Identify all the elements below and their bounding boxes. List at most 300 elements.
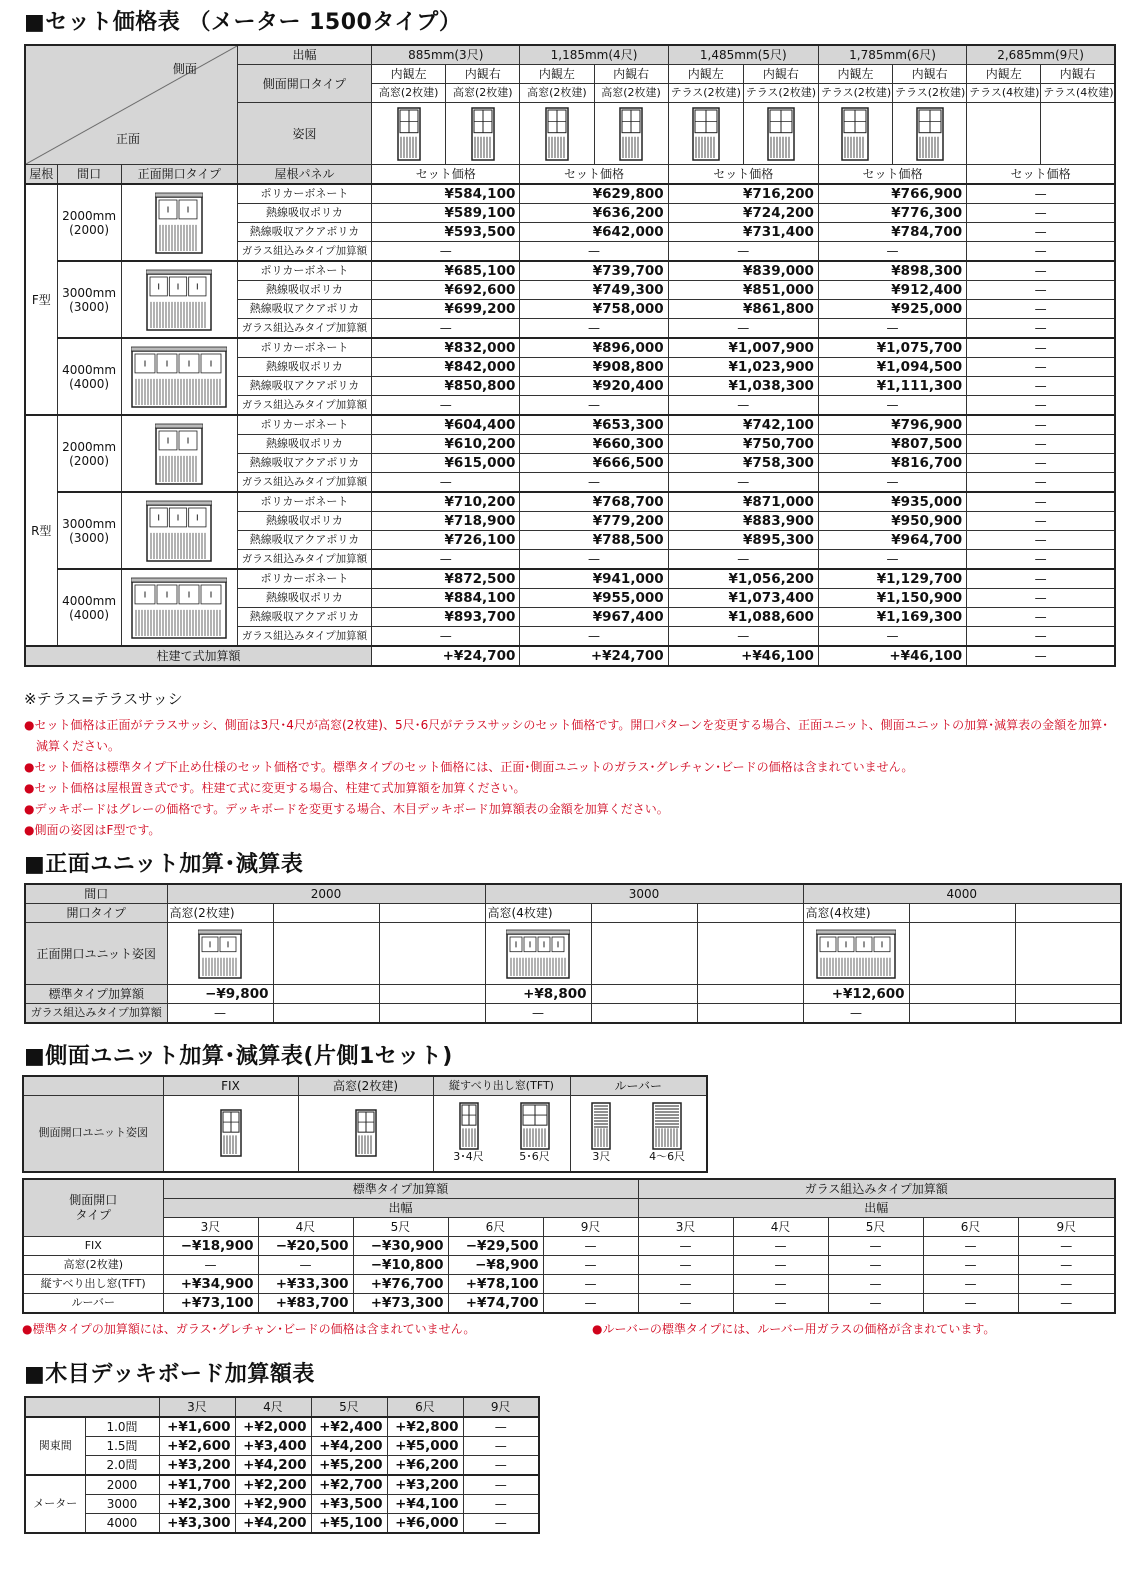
price-cell: — bbox=[668, 550, 818, 570]
front-header-label: 正面 bbox=[116, 132, 141, 146]
side-figure-cell bbox=[520, 103, 594, 165]
width-size-header: 9尺 bbox=[1018, 1218, 1115, 1237]
price-cell: — bbox=[543, 1237, 638, 1256]
price-cell: — bbox=[733, 1256, 828, 1275]
price-cell: +¥34,900 bbox=[163, 1275, 258, 1294]
set-price-header: セット価格 bbox=[520, 165, 668, 185]
side-door-icon bbox=[767, 107, 795, 161]
price-cell: ¥710,200 bbox=[372, 492, 520, 512]
price-cell: ¥883,900 bbox=[668, 512, 818, 531]
price-cell: — bbox=[818, 550, 966, 570]
empty-cell bbox=[379, 923, 485, 985]
price-cell: — bbox=[818, 319, 966, 339]
width-size-header: 5尺 bbox=[311, 1397, 387, 1417]
view-right-label: 内観右 bbox=[446, 65, 520, 84]
roof-panel-label: ガラス組込みタイプ加算額 bbox=[237, 396, 371, 416]
set-price-heading: ■セット価格表 （メーター 1500タイプ） bbox=[24, 10, 462, 35]
post-price-cell: +¥46,100 bbox=[818, 646, 966, 666]
side-type-header: FIX bbox=[163, 1076, 298, 1096]
roof-panel-label: ガラス組込みタイプ加算額 bbox=[237, 627, 371, 647]
table-row bbox=[25, 904, 1121, 923]
side-figure-item bbox=[453, 1102, 484, 1164]
side-unit-heading: ■側面ユニット加算･減算表(片側1セット) bbox=[24, 1044, 453, 1069]
set-price-note: 減算ください。 bbox=[36, 739, 121, 753]
set-price-note: ●デッキボードはグレーの価格です。デッキボードを変更する場合、木目デッキボード加算額表の金額を加算ください。 bbox=[24, 802, 669, 816]
price-cell: ¥807,500 bbox=[818, 435, 966, 454]
price-cell: — bbox=[463, 1456, 539, 1476]
price-cell: ¥642,000 bbox=[520, 223, 668, 242]
side-figure-caption: 4〜6尺 bbox=[649, 1150, 686, 1164]
panel-header: 屋根パネル bbox=[237, 165, 371, 185]
price-cell: — bbox=[967, 531, 1115, 550]
price-cell: ¥776,300 bbox=[818, 204, 966, 223]
price-cell: — bbox=[543, 1275, 638, 1294]
price-cell: — bbox=[967, 204, 1115, 223]
table-row bbox=[25, 261, 1115, 281]
view-right-label: 内観右 bbox=[1041, 65, 1115, 84]
price-cell: — bbox=[967, 435, 1115, 454]
price-cell: ¥941,000 bbox=[520, 569, 668, 589]
price-cell: +¥2,800 bbox=[387, 1417, 463, 1437]
width-column-header: 1,185mm(4尺) bbox=[520, 45, 668, 65]
side-type-header: ルーバー bbox=[570, 1076, 707, 1096]
front-figure-cell bbox=[121, 415, 237, 492]
table-row bbox=[25, 492, 1115, 512]
price-cell: — bbox=[1018, 1275, 1115, 1294]
price-cell: +¥2,200 bbox=[235, 1475, 311, 1495]
opening-size: 4000mm bbox=[62, 593, 117, 608]
side-figure-cell bbox=[818, 103, 892, 165]
table-row bbox=[25, 1397, 539, 1417]
roof-panel-label: ポリカーボネート bbox=[237, 338, 371, 358]
price-cell: ¥768,700 bbox=[520, 492, 668, 512]
set-price-note: ●側面の姿図はF型です。 bbox=[24, 823, 161, 837]
post-price-cell: +¥24,700 bbox=[372, 646, 520, 666]
width-size-header: 4尺 bbox=[235, 1397, 311, 1417]
price-cell: — bbox=[967, 550, 1115, 570]
price-cell: — bbox=[463, 1437, 539, 1456]
front-unit-icon bbox=[146, 500, 212, 562]
front-unit-icon bbox=[506, 929, 570, 979]
price-cell: — bbox=[967, 569, 1115, 589]
price-cell: ¥816,700 bbox=[818, 454, 966, 473]
price-cell: — bbox=[668, 473, 818, 493]
side-door-icon bbox=[692, 107, 720, 161]
side-unit-icon bbox=[520, 1102, 550, 1150]
empty-cell bbox=[591, 923, 697, 985]
front-figure-cell bbox=[121, 338, 237, 415]
price-cell: — bbox=[923, 1256, 1018, 1275]
deck-row-label: 1.5間 bbox=[85, 1437, 159, 1456]
price-cell: ¥842,000 bbox=[372, 358, 520, 377]
width-column-header: 2,685mm(9尺) bbox=[967, 45, 1115, 65]
table-row bbox=[23, 1199, 1115, 1218]
front-open-type-header: 正面開口タイプ bbox=[121, 165, 237, 185]
price-cell: ¥716,200 bbox=[668, 184, 818, 204]
table-row bbox=[25, 1514, 539, 1534]
view-left-label: 内観左 bbox=[967, 65, 1041, 84]
empty-cell bbox=[273, 1004, 379, 1024]
price-cell: −¥10,800 bbox=[353, 1256, 448, 1275]
price-cell: ¥1,088,600 bbox=[668, 608, 818, 627]
table-row bbox=[23, 1275, 1115, 1294]
front-unit-icon bbox=[131, 577, 227, 639]
side-figure-item bbox=[649, 1102, 685, 1164]
roof-type-label: F型 bbox=[25, 184, 57, 415]
empty-cell bbox=[379, 985, 485, 1004]
price-cell: −¥8,900 bbox=[448, 1256, 543, 1275]
roof-panel-label: 熱線吸収ポリカ bbox=[237, 204, 371, 223]
price-cell: +¥1,600 bbox=[159, 1417, 235, 1437]
price-cell: +¥4,100 bbox=[387, 1495, 463, 1514]
price-cell: ¥788,500 bbox=[520, 531, 668, 550]
price-cell: — bbox=[967, 223, 1115, 242]
price-cell: ¥749,300 bbox=[520, 281, 668, 300]
price-cell: +¥3,200 bbox=[159, 1456, 235, 1476]
price-cell: — bbox=[733, 1237, 828, 1256]
roof-panel-label: 熱線吸収アクアポリカ bbox=[237, 300, 371, 319]
empty-cell bbox=[1015, 985, 1121, 1004]
opening-size-sub: (2000) bbox=[69, 453, 110, 468]
side-type-row-label: 高窓(2枚建) bbox=[23, 1256, 163, 1275]
front-unit-icon bbox=[816, 929, 896, 979]
price-cell: ¥589,100 bbox=[372, 204, 520, 223]
price-cell: ¥895,300 bbox=[668, 531, 818, 550]
table-row bbox=[23, 1096, 707, 1172]
width-size-header: 3尺 bbox=[159, 1397, 235, 1417]
empty-cell bbox=[591, 904, 697, 923]
price-cell: — bbox=[967, 261, 1115, 281]
price-cell: — bbox=[967, 281, 1115, 300]
empty-cell bbox=[1015, 904, 1121, 923]
side-figure-group bbox=[573, 1102, 705, 1164]
width-size-header: 3尺 bbox=[163, 1218, 258, 1237]
set-price-header: セット価格 bbox=[372, 165, 520, 185]
price-cell: ¥851,000 bbox=[668, 281, 818, 300]
price-cell: +¥8,800 bbox=[485, 985, 591, 1004]
side-door-icon bbox=[619, 107, 643, 161]
width-size-header: 4尺 bbox=[733, 1218, 828, 1237]
glass-header: ガラス組込みタイプ加算額 bbox=[638, 1179, 1115, 1199]
opening-size: 3000mm bbox=[62, 285, 117, 300]
table-row bbox=[25, 1475, 539, 1495]
side-type-label: 高窓(2枚建) bbox=[446, 84, 520, 103]
table-row bbox=[25, 923, 1121, 985]
table-row bbox=[23, 1076, 707, 1096]
side-figure-cell bbox=[570, 1096, 707, 1172]
empty-cell bbox=[273, 985, 379, 1004]
empty-cell bbox=[1015, 1004, 1121, 1024]
price-cell: ¥871,000 bbox=[668, 492, 818, 512]
opening-size: 4000mm bbox=[62, 362, 117, 377]
table-row bbox=[25, 415, 1115, 435]
price-cell: +¥2,700 bbox=[311, 1475, 387, 1495]
opening-size: 3000mm bbox=[62, 516, 117, 531]
roof-header: 屋根 bbox=[25, 165, 57, 185]
price-cell: ¥758,000 bbox=[520, 300, 668, 319]
price-cell: +¥4,200 bbox=[311, 1437, 387, 1456]
side-figure-caption: 3･4尺 bbox=[453, 1150, 484, 1164]
price-cell: ¥692,600 bbox=[372, 281, 520, 300]
price-cell: — bbox=[967, 377, 1115, 396]
view-left-label: 内観左 bbox=[668, 65, 743, 84]
diagonal-header-cell bbox=[25, 45, 237, 165]
set-price-header: セット価格 bbox=[967, 165, 1115, 185]
price-cell: +¥2,900 bbox=[235, 1495, 311, 1514]
price-cell: — bbox=[668, 319, 818, 339]
price-cell: — bbox=[967, 338, 1115, 358]
table-row bbox=[25, 1437, 539, 1456]
price-cell: — bbox=[967, 358, 1115, 377]
price-cell: ¥660,300 bbox=[520, 435, 668, 454]
price-cell: ¥1,073,400 bbox=[668, 589, 818, 608]
width-size-header: 5尺 bbox=[828, 1218, 923, 1237]
price-cell: +¥2,600 bbox=[159, 1437, 235, 1456]
side-open-type-header-line: タイプ bbox=[75, 1208, 111, 1222]
side-figure-item bbox=[519, 1102, 550, 1164]
roof-panel-label: ガラス組込みタイプ加算額 bbox=[237, 319, 371, 339]
price-cell: — bbox=[167, 1004, 273, 1024]
price-cell: +¥3,400 bbox=[235, 1437, 311, 1456]
price-cell: ¥784,700 bbox=[818, 223, 966, 242]
view-left-label: 内観左 bbox=[520, 65, 594, 84]
view-right-label: 内観右 bbox=[743, 65, 818, 84]
price-cell: −¥29,500 bbox=[448, 1237, 543, 1256]
price-cell: — bbox=[967, 492, 1115, 512]
side-unit-figure-table bbox=[22, 1075, 708, 1173]
price-cell: +¥4,200 bbox=[235, 1456, 311, 1476]
price-cell: ¥935,000 bbox=[818, 492, 966, 512]
roof-panel-label: ポリカーボネート bbox=[237, 261, 371, 281]
roof-panel-label: 熱線吸収ポリカ bbox=[237, 435, 371, 454]
price-cell: +¥5,200 bbox=[311, 1456, 387, 1476]
width-size-header: 6尺 bbox=[387, 1397, 463, 1417]
price-cell: ¥1,038,300 bbox=[668, 377, 818, 396]
roof-panel-label: ポリカーボネート bbox=[237, 415, 371, 435]
empty-cell bbox=[697, 1004, 803, 1024]
price-cell: +¥73,300 bbox=[353, 1294, 448, 1314]
roof-panel-label: ガラス組込みタイプ加算額 bbox=[237, 242, 371, 262]
side-figure-cell bbox=[967, 103, 1041, 165]
price-cell: — bbox=[967, 300, 1115, 319]
side-unit-icon bbox=[220, 1109, 242, 1157]
price-cell: — bbox=[967, 415, 1115, 435]
price-cell: — bbox=[372, 242, 520, 262]
price-cell: — bbox=[967, 512, 1115, 531]
front-unit-icon bbox=[155, 423, 203, 485]
side-type-label: テラス(2枚建) bbox=[743, 84, 818, 103]
price-cell: — bbox=[1018, 1237, 1115, 1256]
deck-heading: ■木目デッキボード加算額表 bbox=[24, 1362, 315, 1387]
table-row bbox=[25, 45, 1115, 65]
side-door-icon bbox=[397, 107, 421, 161]
opening-size: 2000mm bbox=[62, 439, 117, 454]
price-cell: ¥1,075,700 bbox=[818, 338, 966, 358]
opening-size-header: 3000 bbox=[485, 884, 803, 904]
price-cell: +¥3,500 bbox=[311, 1495, 387, 1514]
roof-panel-label: ガラス組込みタイプ加算額 bbox=[237, 473, 371, 493]
price-cell: ¥1,056,200 bbox=[668, 569, 818, 589]
roof-type-label: R型 bbox=[25, 415, 57, 646]
opening-size-cell bbox=[57, 415, 121, 492]
post-label: 柱建て式加算額 bbox=[25, 646, 372, 666]
price-cell: — bbox=[638, 1237, 733, 1256]
side-figure-cell bbox=[1041, 103, 1115, 165]
table-row bbox=[23, 1179, 1115, 1199]
price-cell: ¥653,300 bbox=[520, 415, 668, 435]
price-cell: ¥666,500 bbox=[520, 454, 668, 473]
empty-cell bbox=[909, 923, 1015, 985]
deck-row-label: 1.0間 bbox=[85, 1417, 159, 1437]
price-cell: — bbox=[372, 319, 520, 339]
std-label: 標準タイプ加算額 bbox=[25, 985, 167, 1004]
price-cell: ¥850,800 bbox=[372, 377, 520, 396]
price-cell: — bbox=[668, 396, 818, 416]
price-cell: — bbox=[372, 627, 520, 647]
side-figure-item bbox=[591, 1102, 611, 1164]
deck-row-label: 2.0間 bbox=[85, 1456, 159, 1476]
table-row bbox=[23, 1218, 1115, 1237]
price-cell: +¥2,400 bbox=[311, 1417, 387, 1437]
front-type-label: 高窓(2枚建) bbox=[167, 904, 273, 923]
price-cell: — bbox=[520, 627, 668, 647]
price-cell: ¥1,150,900 bbox=[818, 589, 966, 608]
price-cell: +¥12,600 bbox=[803, 985, 909, 1004]
price-cell: +¥74,700 bbox=[448, 1294, 543, 1314]
opening-size-sub: (4000) bbox=[69, 607, 110, 622]
opening-size-header: 2000 bbox=[167, 884, 485, 904]
opening-size-cell bbox=[57, 492, 121, 569]
price-cell: +¥1,700 bbox=[159, 1475, 235, 1495]
side-figure-caption: 3尺 bbox=[592, 1150, 611, 1164]
price-cell: — bbox=[372, 473, 520, 493]
empty-cell bbox=[697, 985, 803, 1004]
side-type-row-label: 縦すべり出し窓(TFT) bbox=[23, 1275, 163, 1294]
side-header-label: 側面 bbox=[172, 62, 197, 76]
empty-cell bbox=[697, 904, 803, 923]
price-cell: ¥731,400 bbox=[668, 223, 818, 242]
terrace-note: ※テラス=テラスサッシ bbox=[24, 690, 183, 708]
price-cell: ¥950,900 bbox=[818, 512, 966, 531]
opening-size-sub: (2000) bbox=[69, 222, 110, 237]
price-cell: +¥78,100 bbox=[448, 1275, 543, 1294]
price-cell: +¥76,700 bbox=[353, 1275, 448, 1294]
price-cell: +¥3,200 bbox=[387, 1475, 463, 1495]
table-row bbox=[25, 1456, 539, 1476]
price-cell: — bbox=[463, 1495, 539, 1514]
roof-panel-label: 熱線吸収アクアポリカ bbox=[237, 454, 371, 473]
deck-table bbox=[24, 1396, 540, 1534]
side-type-label: 高窓(2枚建) bbox=[520, 84, 594, 103]
width-header: 出幅 bbox=[638, 1199, 1115, 1218]
price-cell: +¥5,000 bbox=[387, 1437, 463, 1456]
price-cell: — bbox=[1018, 1256, 1115, 1275]
side-figure-cell bbox=[594, 103, 668, 165]
table-row bbox=[25, 165, 1115, 185]
price-cell: +¥73,100 bbox=[163, 1294, 258, 1314]
side-figure-group bbox=[436, 1102, 568, 1164]
price-cell: — bbox=[463, 1475, 539, 1495]
price-cell: — bbox=[520, 242, 668, 262]
price-cell: ¥896,000 bbox=[520, 338, 668, 358]
side-figure-cell bbox=[446, 103, 520, 165]
price-cell: ¥967,400 bbox=[520, 608, 668, 627]
empty-cell bbox=[591, 985, 697, 1004]
price-cell: — bbox=[163, 1256, 258, 1275]
opening-size-cell bbox=[57, 338, 121, 415]
side-unit-icon bbox=[652, 1102, 682, 1150]
side-open-type-header bbox=[23, 1179, 163, 1237]
price-cell: −¥18,900 bbox=[163, 1237, 258, 1256]
table-row bbox=[25, 184, 1115, 204]
std-header: 標準タイプ加算額 bbox=[163, 1179, 638, 1199]
roof-panel-label: ポリカーボネート bbox=[237, 569, 371, 589]
roof-panel-label: 熱線吸収ポリカ bbox=[237, 281, 371, 300]
price-cell: +¥83,700 bbox=[258, 1294, 353, 1314]
roof-panel-label: 熱線吸収ポリカ bbox=[237, 512, 371, 531]
side-type-label: テラス(2枚建) bbox=[668, 84, 743, 103]
price-cell: ¥779,200 bbox=[520, 512, 668, 531]
side-type-label: テラス(4枚建) bbox=[967, 84, 1041, 103]
price-cell: — bbox=[638, 1294, 733, 1314]
price-cell: ¥1,094,500 bbox=[818, 358, 966, 377]
price-cell: — bbox=[828, 1294, 923, 1314]
front-unit-table bbox=[24, 883, 1122, 1024]
table-row bbox=[25, 1417, 539, 1437]
side-type-label: テラス(4枚建) bbox=[1041, 84, 1115, 103]
price-cell: ¥872,500 bbox=[372, 569, 520, 589]
figure-header: 正面開口ユニット姿図 bbox=[25, 923, 167, 985]
empty-cell bbox=[273, 904, 379, 923]
set-price-header: セット価格 bbox=[668, 165, 818, 185]
side-figure-caption: 5･6尺 bbox=[519, 1150, 550, 1164]
empty-cell bbox=[1015, 923, 1121, 985]
price-cell: ¥908,800 bbox=[520, 358, 668, 377]
price-cell: ¥699,200 bbox=[372, 300, 520, 319]
price-cell: ¥925,000 bbox=[818, 300, 966, 319]
price-cell: — bbox=[818, 242, 966, 262]
price-cell: — bbox=[923, 1237, 1018, 1256]
width-size-header: 4尺 bbox=[258, 1218, 353, 1237]
opening-size-header: 4000 bbox=[803, 884, 1121, 904]
price-cell: — bbox=[828, 1237, 923, 1256]
price-cell: — bbox=[638, 1275, 733, 1294]
price-cell: ¥636,200 bbox=[520, 204, 668, 223]
price-cell: ¥1,169,300 bbox=[818, 608, 966, 627]
price-cell: — bbox=[967, 627, 1115, 647]
front-figure-cell bbox=[121, 569, 237, 646]
roof-panel-label: 熱線吸収アクアポリカ bbox=[237, 531, 371, 550]
set-price-table bbox=[24, 44, 1116, 667]
price-cell: ¥912,400 bbox=[818, 281, 966, 300]
front-unit-icon bbox=[155, 192, 203, 254]
side-unit-icon bbox=[459, 1102, 479, 1150]
price-cell: ¥964,700 bbox=[818, 531, 966, 550]
price-cell: −¥20,500 bbox=[258, 1237, 353, 1256]
price-cell: ¥685,100 bbox=[372, 261, 520, 281]
price-cell: — bbox=[372, 550, 520, 570]
roof-panel-label: 熱線吸収ポリカ bbox=[237, 589, 371, 608]
post-price-cell: +¥46,100 bbox=[668, 646, 818, 666]
roof-panel-label: ガラス組込みタイプ加算額 bbox=[237, 550, 371, 570]
side-type-header: 縦すべり出し窓(TFT) bbox=[433, 1076, 570, 1096]
front-unit-icon bbox=[131, 346, 227, 408]
price-cell: ¥1,129,700 bbox=[818, 569, 966, 589]
side-type-row-label: FIX bbox=[23, 1237, 163, 1256]
price-cell: — bbox=[520, 473, 668, 493]
side-unit-icon bbox=[591, 1102, 611, 1150]
price-cell: — bbox=[967, 319, 1115, 339]
